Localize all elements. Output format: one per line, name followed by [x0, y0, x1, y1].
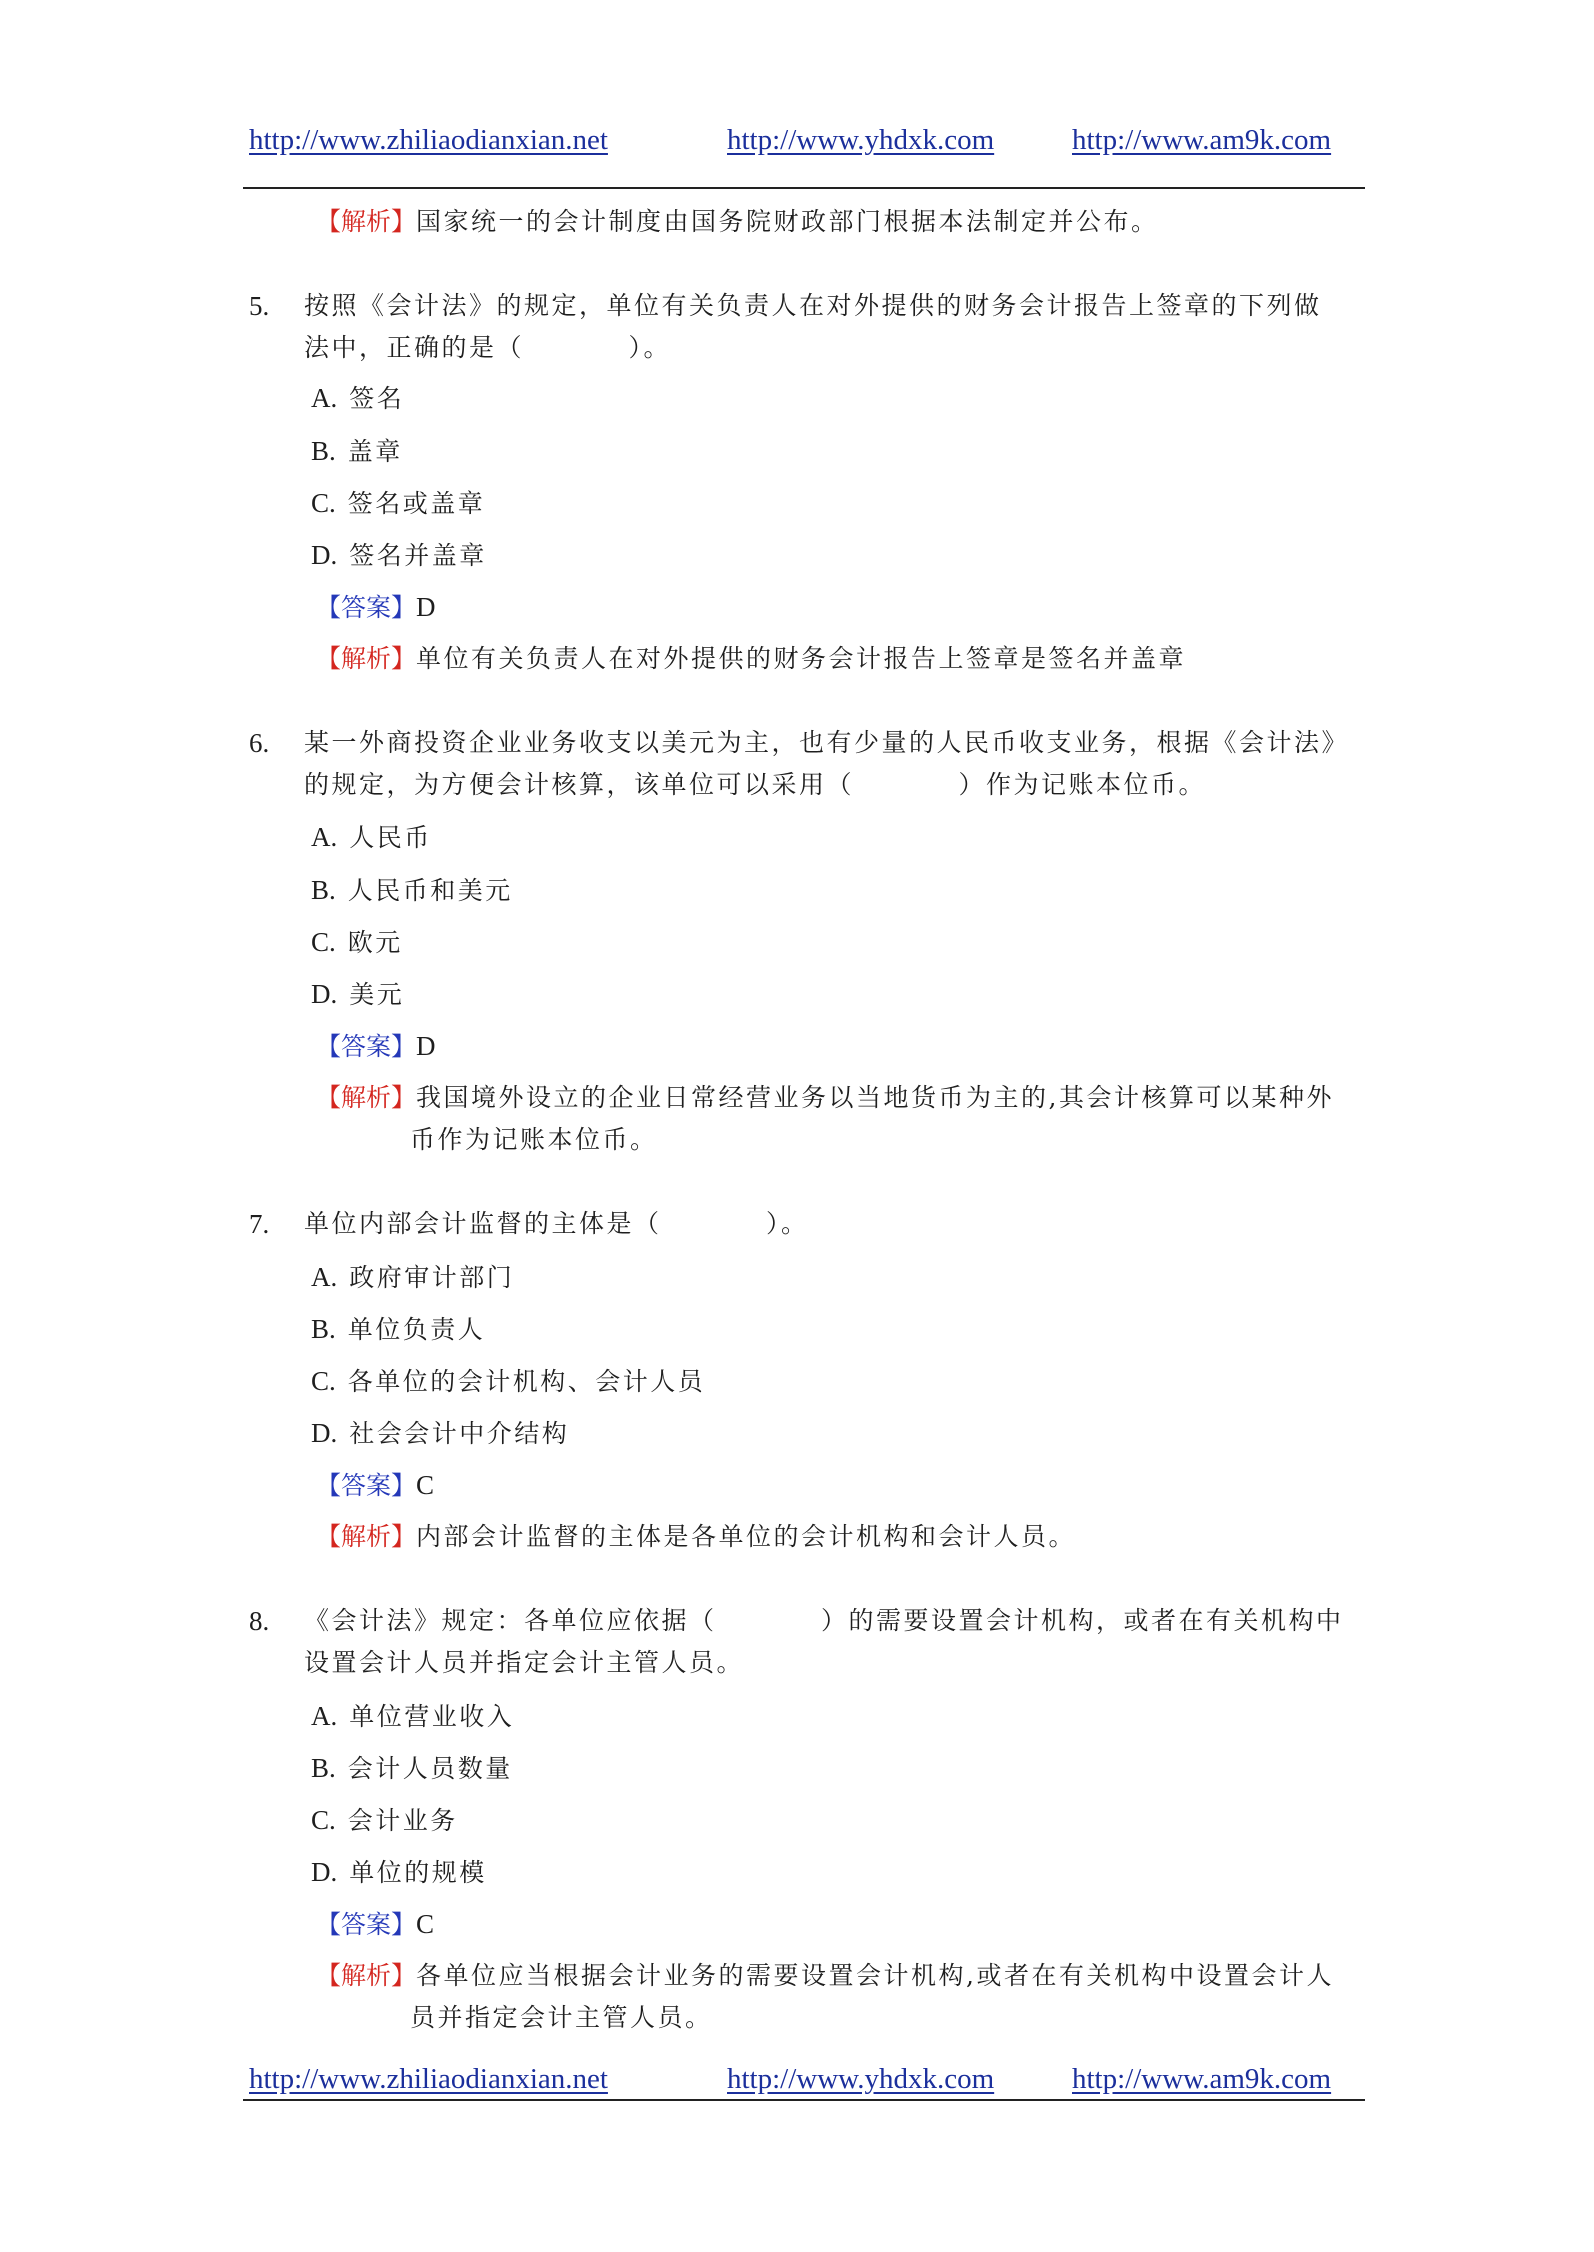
option-letter: A.: [311, 383, 338, 413]
question-number: 5.: [249, 291, 270, 321]
header-link-zhiliaodianxian[interactable]: http://www.zhiliaodianxian.net: [249, 124, 608, 156]
option-text: 政府审计部门: [349, 1263, 515, 1292]
option-text: 签名并盖章: [349, 541, 487, 570]
option-b: [311, 875, 513, 906]
option-a: [311, 822, 432, 853]
option-c: [311, 927, 403, 958]
option-text: 盖章: [347, 437, 403, 466]
option-letter: B.: [311, 436, 336, 466]
option-text: 人民币和美元: [347, 876, 513, 905]
option-text: 欧元: [347, 928, 403, 957]
option-d: [311, 979, 404, 1010]
question-text: 按照《会计法》的规定，单位有关负责人在对外提供的财务会计报告上签章的下列做: [304, 291, 1322, 320]
analysis-label: 【解析】: [316, 644, 417, 673]
answer-value: C: [416, 1909, 435, 1939]
option-a: [311, 383, 404, 414]
answer-value: C: [416, 1470, 435, 1500]
option-text: 单位负责人: [347, 1315, 486, 1344]
option-text: 美元: [349, 980, 405, 1009]
option-text: 人民币: [349, 823, 432, 852]
analysis-text: 单位有关负责人在对外提供的财务会计报告上签章是签名并盖章: [416, 644, 1187, 673]
analysis-line: [316, 644, 1186, 674]
option-text: 单位营业收入: [349, 1702, 515, 1731]
option-letter: D.: [311, 1418, 338, 1448]
question-text: 单位内部会计监督的主体是（ ）。: [304, 1209, 809, 1238]
analysis-line: [316, 1083, 1334, 1113]
header-link-yhdxk[interactable]: http://www.yhdxk.com: [727, 124, 995, 156]
header-link-am9k[interactable]: http://www.am9k.com: [1072, 124, 1332, 156]
option-letter: D.: [311, 1857, 338, 1887]
option-letter: A.: [311, 1262, 338, 1292]
answer-line: [316, 1031, 436, 1062]
analysis-text: 内部会计监督的主体是各单位的会计机构和会计人员。: [416, 1522, 1077, 1551]
analysis-label: 【解析】: [316, 1083, 417, 1112]
question-text: 设置会计人员并指定会计主管人员。: [304, 1648, 745, 1677]
option-letter: C.: [311, 1805, 336, 1835]
answer-line: [316, 1470, 434, 1501]
analysis-line: [316, 207, 1159, 237]
option-letter: C.: [311, 1366, 336, 1396]
question-text: 某一外商投资企业业务收支以美元为主，也有少量的人民币收支业务，根据《会计法》: [304, 728, 1350, 757]
option-letter: D.: [311, 979, 338, 1009]
analysis-label: 【解析】: [316, 207, 417, 236]
analysis-line: [316, 1961, 1334, 1991]
option-text: 会计业务: [347, 1806, 458, 1835]
analysis-text: 员并指定会计主管人员。: [410, 2003, 713, 2032]
option-c: [311, 488, 485, 519]
option-letter: A.: [311, 822, 338, 852]
option-text: 会计人员数量: [347, 1754, 513, 1783]
question-number: 8.: [249, 1606, 270, 1636]
option-b: [311, 436, 403, 467]
footer-link-zhiliaodianxian[interactable]: http://www.zhiliaodianxian.net: [249, 2063, 608, 2095]
option-letter: B.: [311, 1314, 336, 1344]
option-letter: A.: [311, 1701, 338, 1731]
answer-value: D: [416, 592, 436, 622]
question-text: 的规定，为方便会计核算，该单位可以采用（ ）作为记账本位币。: [304, 770, 1206, 799]
answer-line: [316, 592, 436, 623]
analysis-text: 各单位应当根据会计业务的需要设置会计机构,或者在有关机构中设置会计人: [416, 1961, 1334, 1990]
option-c: [311, 1805, 458, 1836]
option-letter: C.: [311, 927, 336, 957]
option-text: 签名: [349, 384, 405, 413]
analysis-text: 币作为记账本位币。: [410, 1125, 658, 1154]
option-letter: B.: [311, 875, 336, 905]
footer-divider: [243, 2099, 1365, 2101]
answer-label: 【答案】: [316, 1910, 417, 1939]
analysis-text: 国家统一的会计制度由国务院财政部门根据本法制定并公布。: [416, 207, 1159, 236]
answer-label: 【答案】: [316, 1471, 417, 1500]
analysis-label: 【解析】: [316, 1522, 417, 1551]
option-letter: C.: [311, 488, 336, 518]
question-text: 《会计法》规定：各单位应依据（ ）的需要设置会计机构，或者在有关机构中: [304, 1606, 1344, 1635]
question-text: 法中，正确的是（ ）。: [304, 333, 671, 362]
option-c: [311, 1366, 705, 1397]
answer-value: D: [416, 1031, 436, 1061]
footer-link-am9k[interactable]: http://www.am9k.com: [1072, 2063, 1332, 2095]
option-letter: D.: [311, 540, 338, 570]
option-a: [311, 1262, 514, 1293]
option-b: [311, 1753, 513, 1784]
option-d: [311, 1418, 569, 1449]
option-a: [311, 1701, 514, 1732]
answer-line: [316, 1909, 434, 1940]
header-divider: [243, 187, 1365, 189]
option-b: [311, 1314, 485, 1345]
analysis-label: 【解析】: [316, 1961, 417, 1990]
analysis-text: 我国境外设立的企业日常经营业务以当地货币为主的,其会计核算可以某种外: [416, 1083, 1334, 1112]
question-number: 6.: [249, 728, 270, 758]
option-text: 各单位的会计机构、会计人员: [347, 1367, 706, 1396]
analysis-line: [316, 1522, 1076, 1552]
answer-label: 【答案】: [316, 593, 417, 622]
option-text: 社会会计中介结构: [349, 1419, 570, 1448]
option-text: 单位的规模: [349, 1858, 487, 1887]
option-text: 签名或盖章: [347, 489, 486, 518]
answer-label: 【答案】: [316, 1032, 417, 1061]
option-letter: B.: [311, 1753, 336, 1783]
question-number: 7.: [249, 1209, 270, 1239]
footer-link-yhdxk[interactable]: http://www.yhdxk.com: [727, 2063, 995, 2095]
option-d: [311, 1857, 487, 1888]
option-d: [311, 540, 487, 571]
